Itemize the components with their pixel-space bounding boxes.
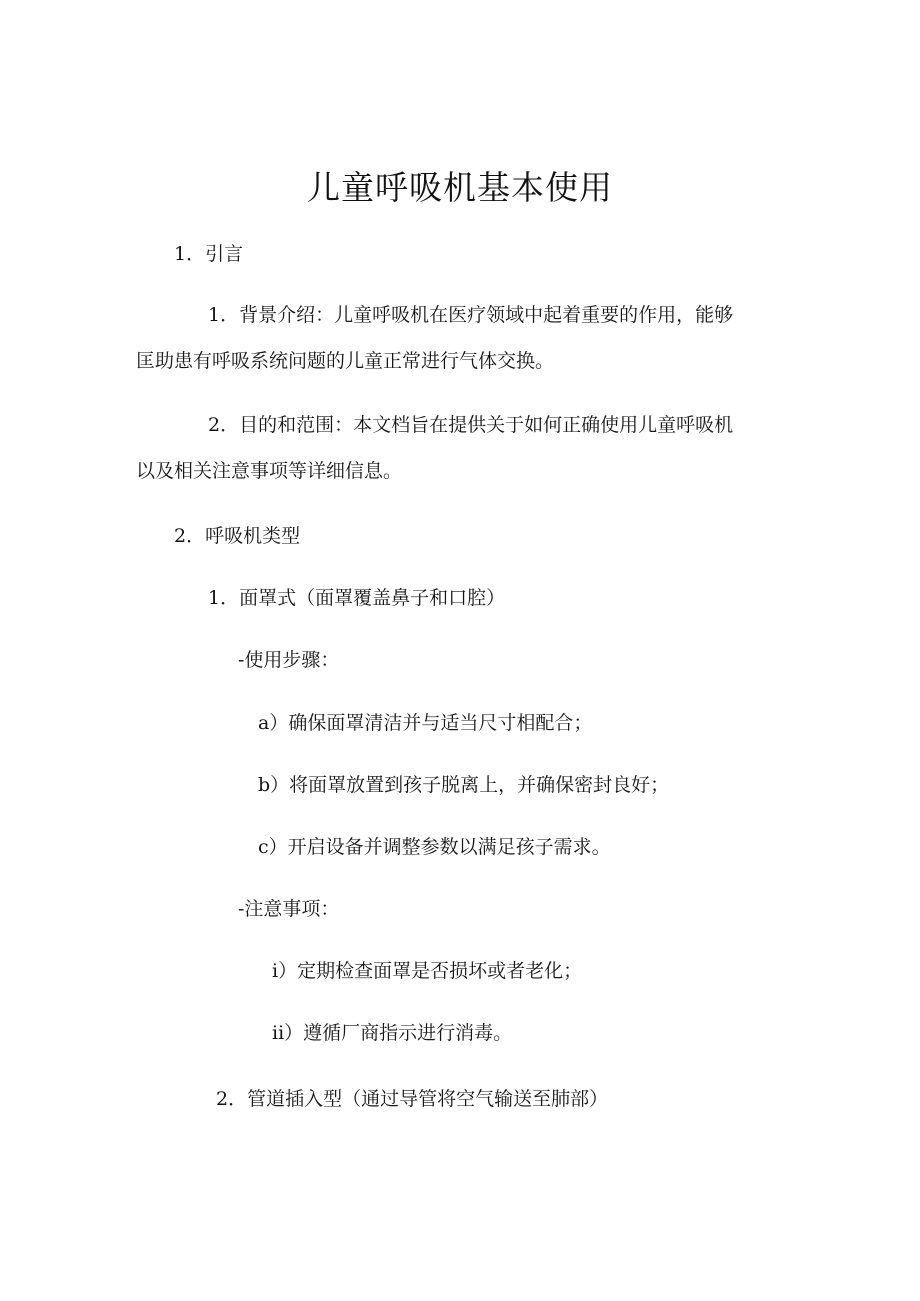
intro-item-background-line1: 1．背景介绍：儿童呼吸机在医疗领域中起着重要的作用，能够 bbox=[208, 304, 734, 326]
document-title: 儿童呼吸机基本使用 bbox=[307, 168, 613, 207]
section-heading-ventilator-types: 2．呼吸机类型 bbox=[174, 525, 301, 547]
type2-heading: 2．管道插入型（通过导管将空气输送至肺部） bbox=[216, 1088, 609, 1110]
type1-step-b: b）将面罩放置到孩子脱离上，并确保密封良好； bbox=[258, 774, 670, 796]
type1-steps-label: -使用步骤： bbox=[238, 649, 340, 671]
type1-notes-label: -注意事项： bbox=[238, 898, 340, 920]
type1-step-a: a）确保面罩清洁并与适当尺寸相配合； bbox=[258, 712, 593, 734]
type1-heading: 1．面罩式（面罩覆盖鼻子和口腔） bbox=[208, 587, 506, 609]
section-heading-introduction: 1．引言 bbox=[174, 243, 244, 265]
type1-note-i: i）定期检查面罩是否损坏或者老化； bbox=[272, 960, 583, 982]
intro-item-purpose-line2: 以及相关注意事项等详细信息。 bbox=[136, 460, 403, 482]
intro-item-background-line2: 匡助患有呼吸系统问题的儿童正常进行气体交换。 bbox=[136, 350, 555, 372]
intro-item-purpose-line1: 2．目的和范围：本文档旨在提供关于如何正确使用儿童呼吸机 bbox=[208, 414, 734, 436]
type1-step-c: c）开启设备并调整参数以满足孩子需求。 bbox=[258, 836, 611, 858]
type1-note-ii: ii）遵循厂商指示进行消毒。 bbox=[272, 1022, 513, 1044]
